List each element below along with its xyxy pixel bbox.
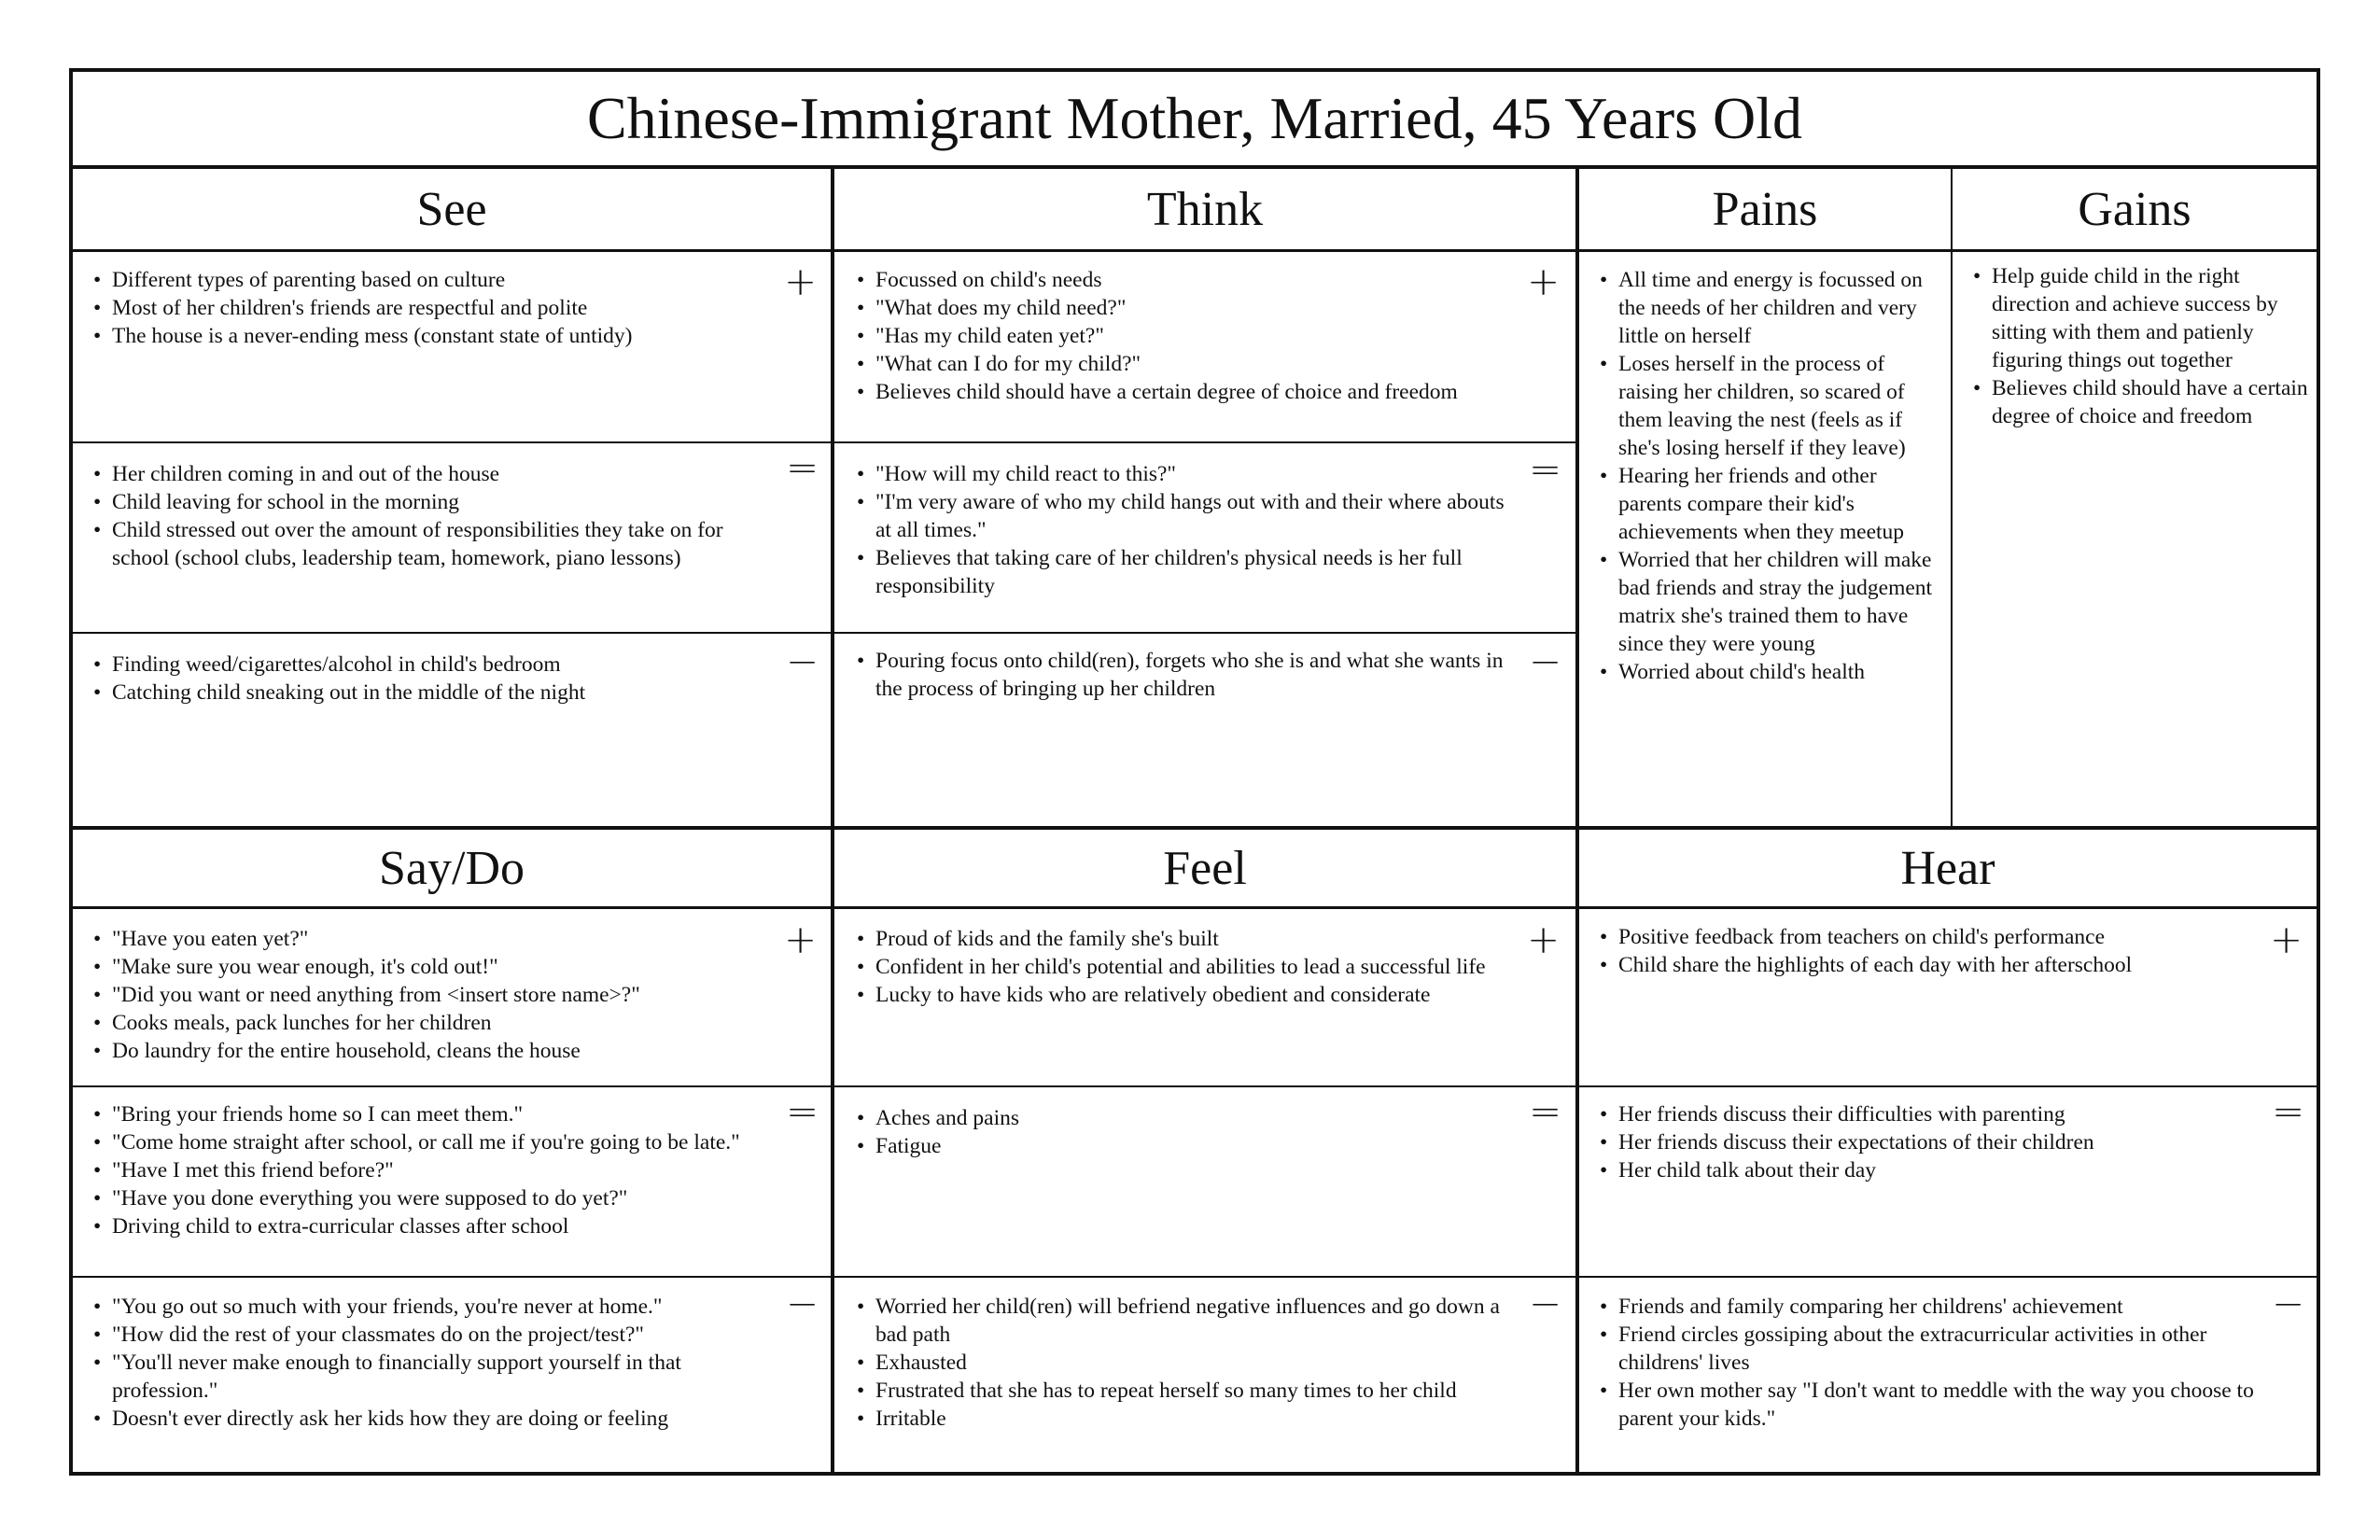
list-item: • The house is a never-ending mess (constant state of untidy) [93, 322, 775, 350]
divider [73, 249, 2317, 252]
plus-icon: + [1527, 259, 1561, 304]
hear-equal-cell [1600, 1100, 2268, 1184]
divider [73, 441, 1579, 443]
gains-cell [1973, 262, 2309, 430]
list-item: • Hearing her friends and other parents compare their kid's achievements when they meetup [1600, 462, 1939, 546]
list-item: • Catching child sneaking out in the middle of the night [93, 679, 775, 707]
list-item: • Believes child should have a certain degree of choice and freedom [857, 378, 1525, 406]
list-item: • Pouring focus onto child(ren), forgets who she is and what she wants in the process of bringing up her children [857, 647, 1525, 703]
saydo-heading: Say/Do [379, 841, 525, 895]
divider [73, 632, 1579, 634]
divider [1575, 165, 1579, 1476]
list-item: • Doesn't ever directly ask her kids how they are doing or feeling [93, 1405, 775, 1433]
bullet-list [1973, 262, 2309, 430]
list-item: • All time and energy is focussed on the needs of her children and very little on herself [1600, 266, 1939, 350]
minus-icon: − [1529, 1281, 1562, 1326]
bullet-list [93, 266, 775, 350]
list-item: • Most of her children's friends are respectful and polite [93, 294, 775, 322]
bullet-list [1600, 1293, 2268, 1433]
feel-minus-cell [857, 1293, 1525, 1433]
equal-icon: = [1529, 446, 1562, 492]
minus-icon: − [1529, 638, 1562, 684]
divider [73, 1276, 2317, 1278]
see-plus-cell [93, 266, 775, 350]
bullet-list [93, 651, 775, 707]
saydo-equal-cell [93, 1100, 812, 1240]
plus-icon: + [1527, 917, 1561, 962]
plus-icon: + [784, 259, 818, 304]
list-item: • "Make sure you wear enough, it's cold out!" [93, 953, 775, 981]
think-equal-cell [857, 460, 1525, 600]
bullet-list [857, 647, 1525, 703]
hear-heading: Hear [1900, 841, 1995, 895]
equal-icon: = [1529, 1088, 1562, 1134]
list-item: • Aches and pains [857, 1104, 1525, 1132]
list-item: • "Come home straight after school, or call me if you're going to be late." [93, 1128, 812, 1156]
pains-cell [1600, 266, 1939, 686]
list-item: • Friend circles gossiping about the extracurricular activities in other childrens' lives [1600, 1321, 2268, 1377]
list-item: • Worried her child(ren) will befriend negative influences and go down a bad path [857, 1293, 1525, 1349]
bullet-list [857, 266, 1525, 406]
divider [73, 1085, 2317, 1087]
list-item: • Her friends discuss their difficulties with parenting [1600, 1100, 2268, 1128]
bullet-list [1600, 1100, 2268, 1184]
equal-icon: = [786, 444, 819, 490]
list-item: • Her friends discuss their expectations of their children [1600, 1128, 2268, 1156]
bullet-list [93, 460, 775, 572]
list-item: • Finding weed/cigarettes/alcohol in child's bedroom [93, 651, 775, 679]
list-item: • Loses herself in the process of raising her children, so scared of them leaving the nest (feels as if she's losing herself if they leave) [1600, 350, 1939, 462]
list-item: • Frustrated that she has to repeat herself so many times to her child [857, 1377, 1525, 1405]
feel-heading: Feel [1163, 841, 1247, 895]
list-item: • Her children coming in and out of the house [93, 460, 775, 488]
bullet-list [857, 1104, 1525, 1160]
list-item: • Help guide child in the right direction and achieve success by sitting with them and patienly figuring things out together [1973, 262, 2309, 374]
empathy-map-board [69, 68, 2320, 1476]
bullet-list [93, 925, 775, 1065]
list-item: • Worried that her children will make bad friends and stray the judgement matrix she's trained them to have since they were young [1600, 546, 1939, 658]
bullet-list [857, 460, 1525, 600]
list-item: • Focussed on child's needs [857, 266, 1525, 294]
think-heading: Think [1146, 182, 1264, 236]
bullet-list [857, 925, 1538, 1009]
list-item: • Fatigue [857, 1132, 1525, 1160]
bullet-list [1600, 923, 2268, 979]
list-item: • Do laundry for the entire household, cleans the house [93, 1037, 775, 1065]
list-item: • Lucky to have kids who are relatively obedient and considerate [857, 981, 1538, 1009]
saydo-plus-cell [93, 925, 775, 1065]
list-item: • "Have you done everything you were supposed to do yet?" [93, 1184, 812, 1212]
hear-minus-cell [1600, 1293, 2268, 1433]
list-item: • Child share the highlights of each day with her afterschool [1600, 951, 2268, 979]
plus-icon: + [784, 917, 818, 962]
feel-plus-cell [857, 925, 1538, 1009]
list-item: • "What can I do for my child?" [857, 350, 1525, 378]
think-plus-cell [857, 266, 1525, 406]
gains-heading: Gains [2078, 182, 2191, 236]
list-item: • "What does my child need?" [857, 294, 1525, 322]
list-item: • Cooks meals, pack lunches for her children [93, 1009, 775, 1037]
list-item: • Believes that taking care of her children's physical needs is her full responsibility [857, 544, 1525, 600]
divider [1951, 165, 1953, 828]
feel-equal-cell [857, 1104, 1525, 1160]
list-item: • "Bring your friends home so I can meet them." [93, 1100, 812, 1128]
bullet-list [857, 1293, 1525, 1433]
list-item: • "How will my child react to this?" [857, 460, 1525, 488]
bullet-list [1600, 266, 1939, 686]
list-item: • Child leaving for school in the morning [93, 488, 775, 516]
list-item: • Her own mother say "I don't want to meddle with the way you choose to parent your kids." [1600, 1377, 2268, 1433]
list-item: • "Have you eaten yet?" [93, 925, 775, 953]
see-minus-cell [93, 651, 775, 707]
minus-icon: − [786, 1281, 819, 1326]
see-heading: See [416, 182, 487, 236]
list-item: • "You'll never make enough to financially support yourself in that profession." [93, 1349, 775, 1405]
see-equal-cell [93, 460, 775, 572]
plus-icon: + [2270, 917, 2303, 962]
list-item: • "Did you want or need anything from <insert store name>?" [93, 981, 775, 1009]
list-item: • "Has my child eaten yet?" [857, 322, 1525, 350]
list-item: • Worried about child's health [1600, 658, 1939, 686]
pains-heading: Pains [1712, 182, 1818, 236]
list-item: • Irritable [857, 1405, 1525, 1433]
list-item: • Positive feedback from teachers on child's performance [1600, 923, 2268, 951]
list-item: • Different types of parenting based on culture [93, 266, 775, 294]
saydo-minus-cell [93, 1293, 775, 1433]
list-item: • Proud of kids and the family she's built [857, 925, 1538, 953]
list-item: • "I'm very aware of who my child hangs out with and their where abouts at all times." [857, 488, 1525, 544]
list-item: • Confident in her child's potential and abilities to lead a successful life [857, 953, 1538, 981]
list-item: • "Have I met this friend before?" [93, 1156, 812, 1184]
bullet-list [93, 1293, 775, 1433]
minus-icon: − [2272, 1281, 2305, 1326]
list-item: • Driving child to extra-curricular classes after school [93, 1212, 812, 1240]
hear-plus-cell [1600, 923, 2268, 979]
divider [831, 165, 834, 1476]
list-item: • Believes child should have a certain degree of choice and freedom [1973, 374, 2309, 430]
equal-icon: = [786, 1088, 819, 1134]
list-item: • Her child talk about their day [1600, 1156, 2268, 1184]
bullet-list [93, 1100, 812, 1240]
list-item: • "You go out so much with your friends, you're never at home." [93, 1293, 775, 1321]
minus-icon: − [786, 638, 819, 684]
list-item: • Child stressed out over the amount of responsibilities they take on for school (school clubs, leadership team, homework, piano lessons) [93, 516, 775, 572]
divider [73, 906, 2317, 909]
list-item: • Friends and family comparing her childrens' achievement [1600, 1293, 2268, 1321]
list-item: • "How did the rest of your classmates do on the project/test?" [93, 1321, 775, 1349]
equal-icon: = [2272, 1088, 2305, 1134]
page-title: Chinese-Immigrant Mother, Married, 45 Years Old [586, 85, 1803, 151]
think-minus-cell [857, 647, 1525, 703]
list-item: • Exhausted [857, 1349, 1525, 1377]
